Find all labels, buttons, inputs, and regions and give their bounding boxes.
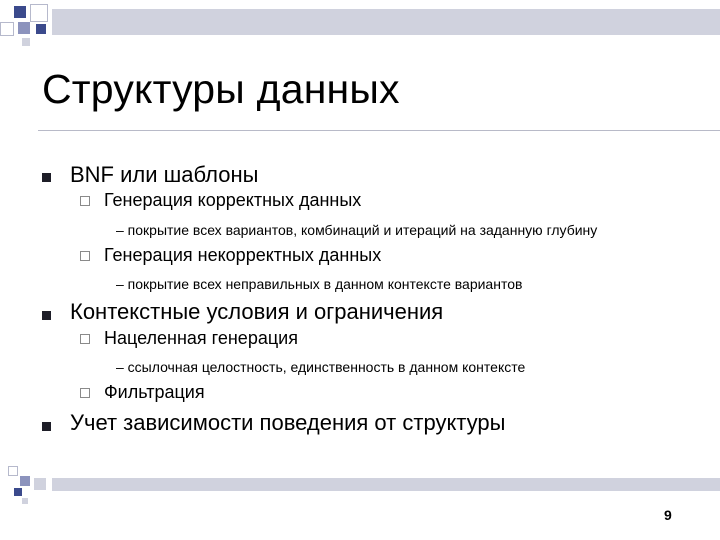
- deco-square: [20, 476, 30, 486]
- deco-square: [14, 488, 22, 496]
- page-number: 9: [664, 507, 672, 523]
- deco-square: [22, 38, 30, 46]
- deco-square: [14, 6, 26, 18]
- deco-square: [36, 24, 46, 34]
- sub-item-correct-gen: Генерация корректных данных: [104, 190, 362, 210]
- deco-square: [22, 498, 28, 504]
- sub-note-targeted-gen: – ссылочная целостность, единственность в данном контексте: [116, 359, 526, 375]
- square-bullet-icon: [42, 311, 51, 320]
- bottom-accent-bar: [52, 478, 720, 491]
- deco-square: [34, 478, 46, 490]
- square-bullet-icon: [42, 422, 51, 431]
- sub-note-correct-gen: – покрытие всех вариантов, комбинаций и итераций на заданную глубину: [116, 222, 598, 238]
- deco-square: [0, 22, 14, 36]
- deco-square: [30, 4, 48, 22]
- sub-item-filtering: Фильтрация: [104, 382, 205, 402]
- sub-note-incorrect-gen: – покрытие всех неправильных в данном контексте вариантов: [116, 276, 523, 292]
- bullet-item-bnf: BNF или шаблоны: [70, 162, 259, 187]
- slide-title: Структуры данных: [42, 66, 400, 112]
- hollow-square-bullet-icon: [80, 334, 90, 344]
- square-bullet-icon: [42, 173, 51, 182]
- deco-square: [18, 22, 30, 34]
- bullet-item-behavior: Учет зависимости поведения от структуры: [70, 410, 506, 435]
- title-divider: [38, 130, 720, 131]
- deco-square: [8, 466, 18, 476]
- bullet-item-context: Контекстные условия и ограничения: [70, 299, 444, 324]
- top-accent-bar: [52, 9, 720, 35]
- sub-item-incorrect-gen: Генерация некорректных данных: [104, 245, 382, 265]
- sub-item-targeted-gen: Нацеленная генерация: [104, 328, 298, 348]
- hollow-square-bullet-icon: [80, 196, 90, 206]
- hollow-square-bullet-icon: [80, 388, 90, 398]
- hollow-square-bullet-icon: [80, 251, 90, 261]
